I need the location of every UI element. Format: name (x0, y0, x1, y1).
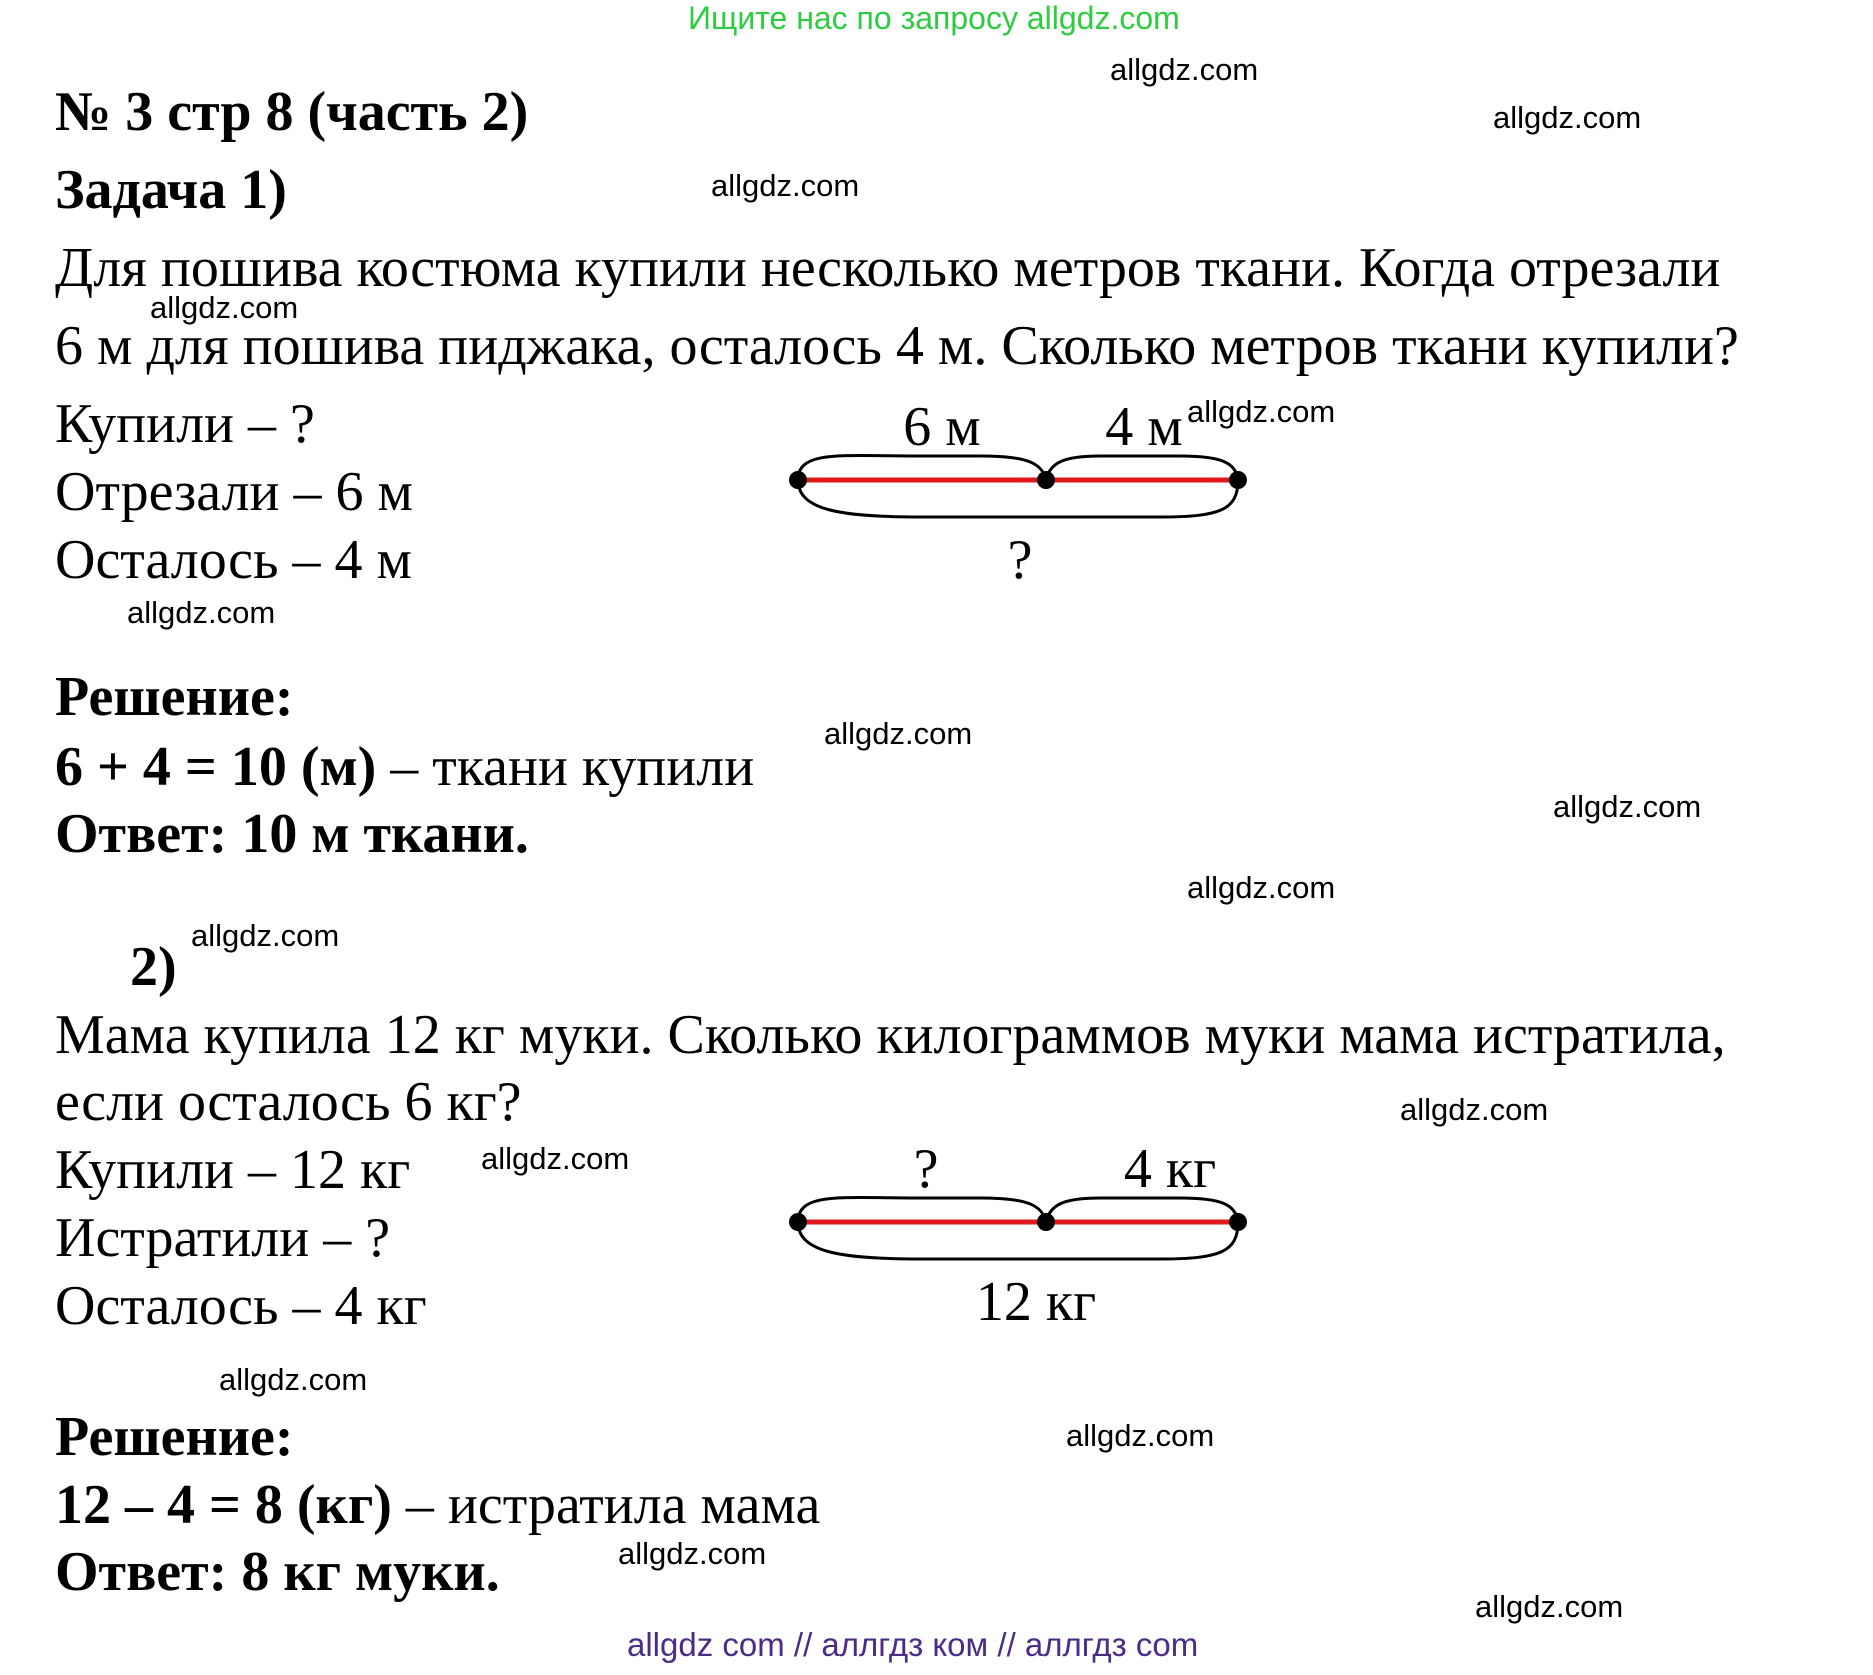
task1-solution-expr: 6 + 4 = 10 (м) (55, 736, 377, 798)
task1-solution (55, 735, 754, 799)
task1-condition-bought: Купили – ? (55, 393, 315, 455)
task1-segment-diagram (780, 400, 1260, 600)
watermark: allgdz.com (219, 1362, 368, 1397)
watermark: allgdz.com (824, 716, 973, 751)
task1-right-brace (1046, 456, 1238, 480)
task2-text-line1: Мама купила 12 кг муки. Сколько килограммов муки мама истратила, (55, 1004, 1726, 1066)
watermark: allgdz.com (1187, 394, 1336, 429)
task2-solution-heading: Решение: (55, 1406, 294, 1468)
task2-diagram-left-label: ? (913, 1142, 939, 1200)
task1-condition-left: Осталось – 4 м (55, 529, 412, 591)
watermark: allgdz.com (711, 168, 860, 203)
task2-text-line2: если осталось 6 кг? (55, 1071, 522, 1133)
task2-point-start (789, 1213, 807, 1231)
task2-condition-bought: Купили – 12 кг (55, 1139, 411, 1201)
task1-answer: Ответ: 10 м ткани. (55, 803, 529, 865)
task1-diagram-right-label: 4 м (1105, 400, 1183, 458)
task1-diagram-left-label: 6 м (903, 400, 981, 458)
task2-diagram-bottom-label: 12 кг (975, 1271, 1097, 1333)
task1-point-end (1229, 471, 1247, 489)
watermark: allgdz.com (191, 918, 340, 953)
task2-solution (55, 1473, 820, 1537)
task1-left-brace (798, 456, 1046, 480)
task2-segment-diagram (780, 1142, 1260, 1342)
task1-text-line2: 6 м для пошива пиджака, осталось 4 м. Сколько метров ткани купили? (55, 315, 1739, 377)
task2-point-end (1229, 1213, 1247, 1231)
task1-condition-cut: Отрезали – 6 м (55, 461, 413, 523)
task2-condition-left: Осталось – 4 кг (55, 1275, 427, 1337)
footer-links[interactable]: allgdz com // аллгдз ком // аллгдз com (627, 1626, 1199, 1663)
task1-point-middle (1037, 471, 1055, 489)
watermark: allgdz.com (1493, 100, 1642, 135)
watermark: allgdz.com (1110, 52, 1259, 87)
task1-point-start (789, 471, 807, 489)
task2-heading: 2) (130, 936, 177, 998)
task2-condition-spent: Истратили – ? (55, 1207, 391, 1269)
watermark: allgdz.com (127, 595, 276, 630)
promo-banner[interactable]: Ищите нас по запросу allgdz.com (688, 0, 1180, 36)
watermark: allgdz.com (150, 290, 299, 325)
watermark: allgdz.com (1475, 1589, 1624, 1624)
watermark: allgdz.com (1400, 1092, 1549, 1127)
task1-solution-heading: Решение: (55, 666, 294, 728)
task2-diagram-right-label: 4 кг (1123, 1142, 1217, 1200)
task2-right-brace (1046, 1198, 1238, 1222)
task2-left-brace (798, 1198, 1046, 1222)
task1-heading: Задача 1) (55, 159, 287, 221)
task2-answer: Ответ: 8 кг муки. (55, 1541, 500, 1603)
task2-solution-expr: 12 – 4 = 8 (кг) (55, 1474, 392, 1536)
watermark: allgdz.com (1187, 870, 1336, 905)
task1-diagram-bottom-label: ? (1007, 529, 1033, 591)
watermark: allgdz.com (1066, 1418, 1215, 1453)
task2-bottom-brace (798, 1222, 1238, 1259)
task1-solution-note: – ткани купили (376, 736, 755, 798)
task1-bottom-brace (798, 480, 1238, 517)
page-title: № 3 стр 8 (часть 2) (55, 81, 529, 143)
task2-solution-note: – истратила мама (391, 1474, 821, 1536)
watermark: allgdz.com (1553, 789, 1702, 824)
task2-point-middle (1037, 1213, 1055, 1231)
watermark: allgdz.com (481, 1141, 630, 1176)
task1-text-line1: Для пошива костюма купили несколько метров ткани. Когда отрезали (55, 237, 1721, 299)
watermark: allgdz.com (618, 1536, 767, 1571)
